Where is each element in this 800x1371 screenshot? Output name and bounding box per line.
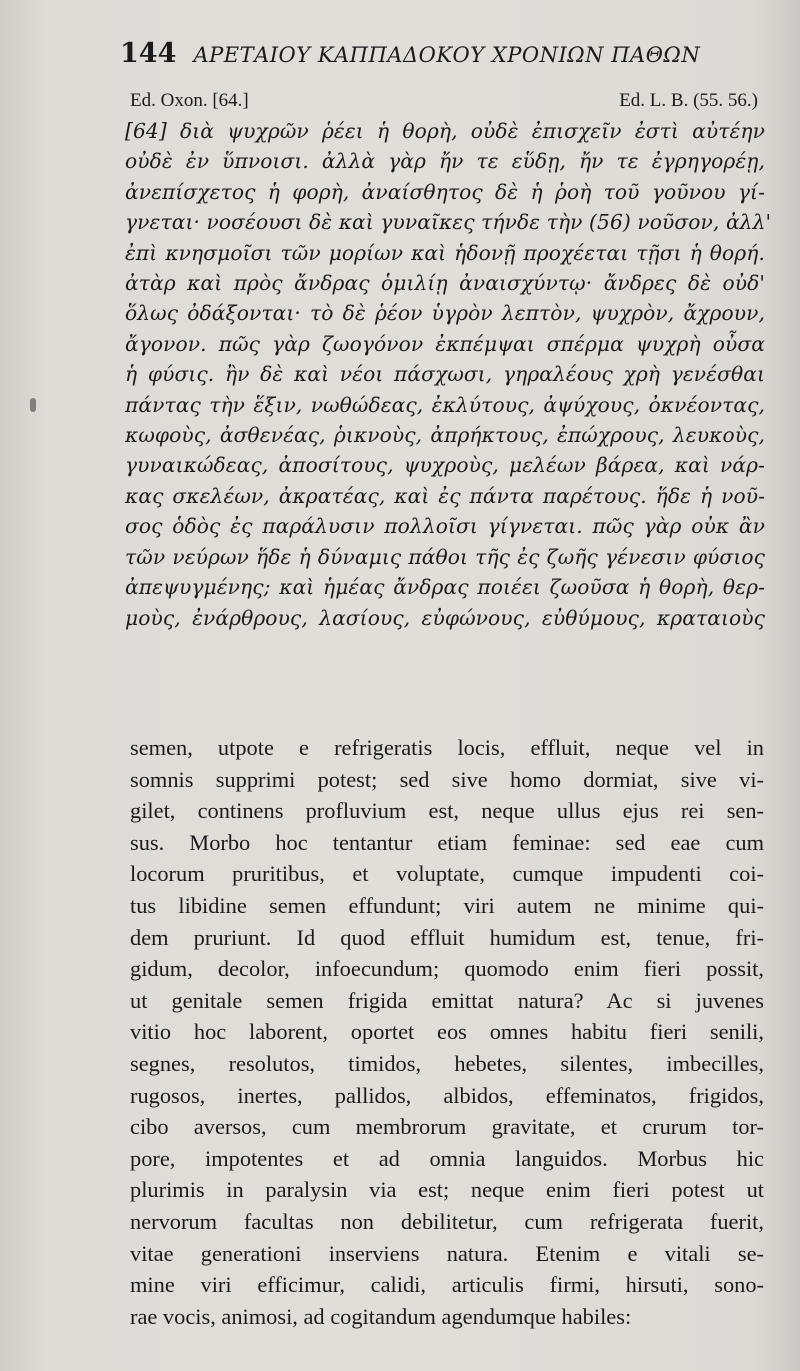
greek-line: κωφοὺς, ἀσθενέας, ῥικνοὺς, ἀπρήκτους, ἐπώχρους, λευκοὺς, xyxy=(125,423,765,448)
greek-line: [64] διὰ ψυχρῶν ῥέει ἡ θορὴ, οὐδὲ ἐπισχεῖν ἐστὶ αὐτέην xyxy=(125,119,765,143)
latin-line: vitio hoc laborent, oportet eos omnes habitu fieri senili, xyxy=(130,1019,764,1045)
edition-leiden: Ed. L. B. (55. 56.) xyxy=(619,90,758,111)
greek-line: πάντας τὴν ἕξιν, νωθώδεας, ἐκλύτους, ἀψύχους, ὀκνέοντας, xyxy=(125,392,765,417)
greek-line: ἀπεψυγμένης; καὶ ἡμέας ἄνδρας ποιέει ζωοῦσα ἡ θορὴ, θερ- xyxy=(125,575,765,600)
latin-line: somnis supprimi potest; sed sive homo dormiat, sive vi- xyxy=(130,766,764,792)
latin-line: segnes, resolutos, timidos, hebetes, silentes, imbecilles, xyxy=(130,1050,764,1076)
latin-line: locorum pruritibus, et voluptate, cumque impudenti coi- xyxy=(130,861,764,887)
greek-line: ἀτὰρ καὶ πρὸς ἄνδρας ὁμιλίῃ ἀναισχύντῳ· ἄνδρες δὲ οὐδ' xyxy=(125,271,765,296)
latin-line: semen, utpote e refrigeratis locis, effluit, neque vel in xyxy=(130,735,764,760)
page-header xyxy=(120,38,720,78)
greek-line: ἀνεπίσχετος ἡ φορὴ, ἀναίσθητος δὲ ἡ ῥοὴ τοῦ γοῦνου γί- xyxy=(125,179,765,204)
latin-line: vitae generationi inserviens natura. Etenim e vitali se- xyxy=(130,1240,764,1266)
page-number: 144 xyxy=(120,38,177,69)
greek-line: γνεται· νοσέουσι δὲ καὶ γυναῖκες τήνδε τὴν (56) νοῦσον, ἀλλ' xyxy=(125,210,772,235)
latin-line: dem pruriunt. Id quod effluit humidum est, tenue, fri- xyxy=(130,924,764,950)
latin-line: pore, impotentes et ad omnia languidos. Morbus hic xyxy=(130,1145,764,1171)
latin-line: ut genitale semen frigida emittat natura? Ac si juvenes xyxy=(130,987,764,1013)
latin-line: cibo aversos, cum membrorum gravitate, et crurum tor- xyxy=(130,1114,764,1140)
margin-mark xyxy=(30,398,36,412)
edition-oxford: Ed. Oxon. [64.] xyxy=(130,90,249,111)
latin-line: gidum, decolor, infoecundum; quomodo enim fieri possit, xyxy=(130,956,764,982)
latin-line: mine viri efficimur, calidi, articulis firmi, hirsuti, sono- xyxy=(130,1272,764,1298)
greek-line: κας σκελέων, ἀκρατέας, καὶ ἐς πάντα παρέτους. ἥδε ἡ νοῦ- xyxy=(125,483,765,508)
greek-line: ἡ φύσις. ἢν δὲ καὶ νέοι πάσχωσι, γηραλέους χρὴ γενέσθαι xyxy=(125,362,765,387)
latin-line: rugosos, inertes, pallidos, albidos, effeminatos, frigidos, xyxy=(130,1082,764,1108)
greek-text-block xyxy=(125,116,772,633)
edition-references xyxy=(130,90,758,112)
latin-line: tus libidine semen effundunt; viri autem ne minime qui- xyxy=(130,892,764,918)
latin-line: rae vocis, animosi, ad cogitandum agendumque habiles: xyxy=(130,1303,632,1329)
greek-line: ὅλως ὀδάξονται· τὸ δὲ ῥέον ὑγρὸν λεπτὸν, ψυχρὸν, ἄχρουν, xyxy=(125,301,765,326)
latin-line: plurimis in paralysin via est; neque enim fieri potest ut xyxy=(130,1177,764,1203)
latin-line: sus. Morbo hoc tentantur etiam feminae: sed eae cum xyxy=(130,829,764,855)
running-title: ΑΡΕΤΑΙΟΥ ΚΑΠΠΑΔΟΚΟΥ ΧΡΟΝΙΩΝ ΠΑΘΩΝ xyxy=(193,43,701,67)
greek-line: ἄγονον. πῶς γὰρ ζωογόνον ἐκπέμψαι σπέρμα ψυχρὴ οὖσα xyxy=(125,331,765,356)
greek-line: γυναικώδεας, ἀποσίτους, ψυχροὺς, μελέων βάρεα, καὶ νάρ- xyxy=(125,453,765,478)
greek-line: ἐπὶ κνησμοῖσι τῶν μορίων καὶ ἡδονῇ προχέεται τῇσι ἡ θορή. xyxy=(125,240,765,265)
greek-line: τῶν νεύρων ἥδε ἡ δύναμις πάθοι τῆς ἐς ζωῆς γένεσιν φύσιος xyxy=(125,544,765,569)
greek-line: οὐδὲ ἐν ὕπνοισι. ἀλλὰ γὰρ ἤν τε εὕδῃ, ἤν τε ἐγρηγορέῃ, xyxy=(125,149,765,174)
latin-text-block xyxy=(130,732,764,1332)
greek-line: μοὺς, ἐνάρθρους, λασίους, εὐφώνους, εὐθύμους, κραταιοὺς xyxy=(125,605,765,630)
greek-line: σος ὁδὸς ἐς παράλυσιν πολλοῖσι γίγνεται. πῶς γὰρ οὐκ ἂν xyxy=(125,514,765,539)
latin-line: gilet, continens profluvium est, neque ullus ejus rei sen- xyxy=(130,798,764,824)
latin-line: nervorum facultas non debilitetur, cum refrigerata fuerit, xyxy=(130,1208,764,1234)
